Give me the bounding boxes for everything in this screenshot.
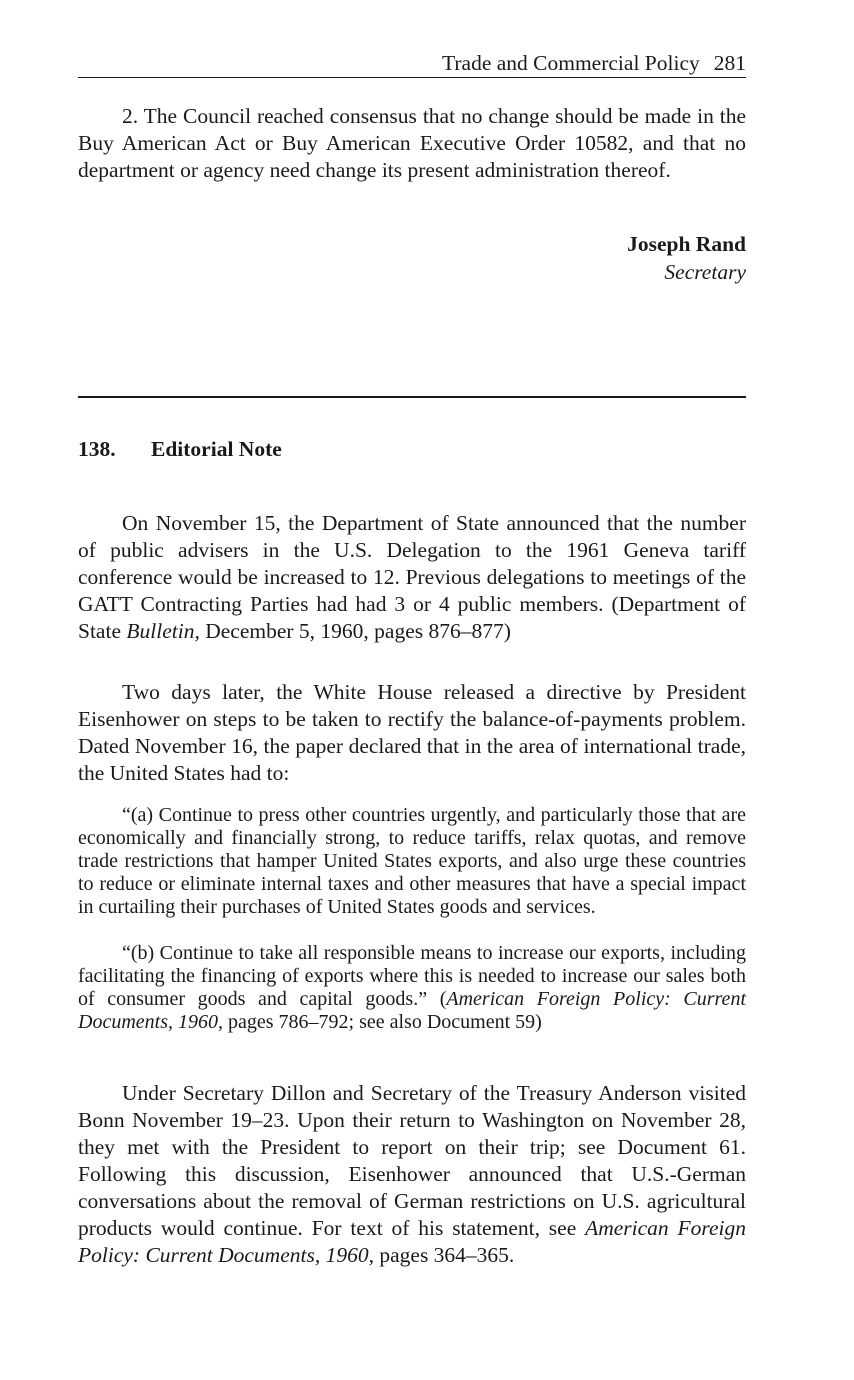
- paragraph-1-citation-italic: Bulletin,: [126, 619, 200, 643]
- section-title: Editorial Note: [151, 437, 282, 461]
- paragraph-1-citation-tail: December 5, 1960, pages 876–877): [199, 619, 511, 643]
- editorial-paragraph-2: Two days later, the White House released a directive by President Eisenhower on steps to be taken to rectify the balance-of-payments problem. Dated November 16, the paper declared that in the area of international trade, the United States had to:: [78, 680, 746, 785]
- quote-item-a: “(a) Continue to press other countries urgently, and particularly those that are economically and financially strong, to reduce tariffs, relax quotas, and remove trade restrictions that hamper United States exports, and also urge these countries to reduce or eliminate internal taxes and other measures that have a special impact in curtailing their purchases of United States goods and services.: [78, 804, 746, 918]
- paragraph-3-text: Under Secretary Dillon and Secretary of the Treasury Anderson visited Bonn November 19–23. Upon their return to Washington on November 28, they met with the President to report on their trip; see Document 61. Following this discussion, Eisenhower announced that U.S.-German conversations about the removal of German restrictions on U.S. agricultural products would continue. For text of his statement, see: [78, 1081, 746, 1240]
- quote-b-text: “(b) Continue to take all responsible means to increase our exports, including facilitating the financing of exports where this is needed to increase our sales both of consumer goods and capital goods.” (: [78, 942, 746, 1010]
- running-head-title: Trade and Commercial Policy: [441, 51, 700, 75]
- editorial-paragraph-3: [78, 1080, 746, 1269]
- signature-title: Secretary: [664, 260, 746, 284]
- section-heading: [78, 436, 282, 463]
- quote-b-citation-tail: pages 786–792; see also Document 59): [222, 1011, 542, 1033]
- section-divider: [78, 396, 746, 398]
- editorial-paragraph-1: [78, 510, 746, 645]
- paragraph-1-text: On November 15, the Department of State announced that the number of public advisers in the U.S. Delegation to the 1961 Geneva tariff conference would be increased to 12. Previous delegations to meetings of the GATT Contracting Parties had had 3 or 4 public members. (Department of State: [78, 511, 746, 643]
- page-number: 281: [713, 51, 746, 75]
- paragraph-3-citation-italic: American Foreign Policy: Current Documents, 1960,: [78, 1216, 746, 1267]
- council-paragraph: 2. The Council reached consensus that no change should be made in the Buy American Act or Buy American Executive Order 10582, and that no department or agency need change its present administration thereof.: [78, 104, 746, 182]
- quote-item-b: [78, 942, 746, 1034]
- signature-name: Joseph Rand: [627, 232, 746, 256]
- running-head-rule: [78, 77, 746, 78]
- quote-b-citation-italic: American Foreign Policy: Current Documents, 1960,: [78, 988, 746, 1033]
- running-head: [78, 50, 746, 76]
- paragraph-3-citation-tail: pages 364–365.: [373, 1243, 515, 1267]
- section-number: 138.: [78, 437, 116, 461]
